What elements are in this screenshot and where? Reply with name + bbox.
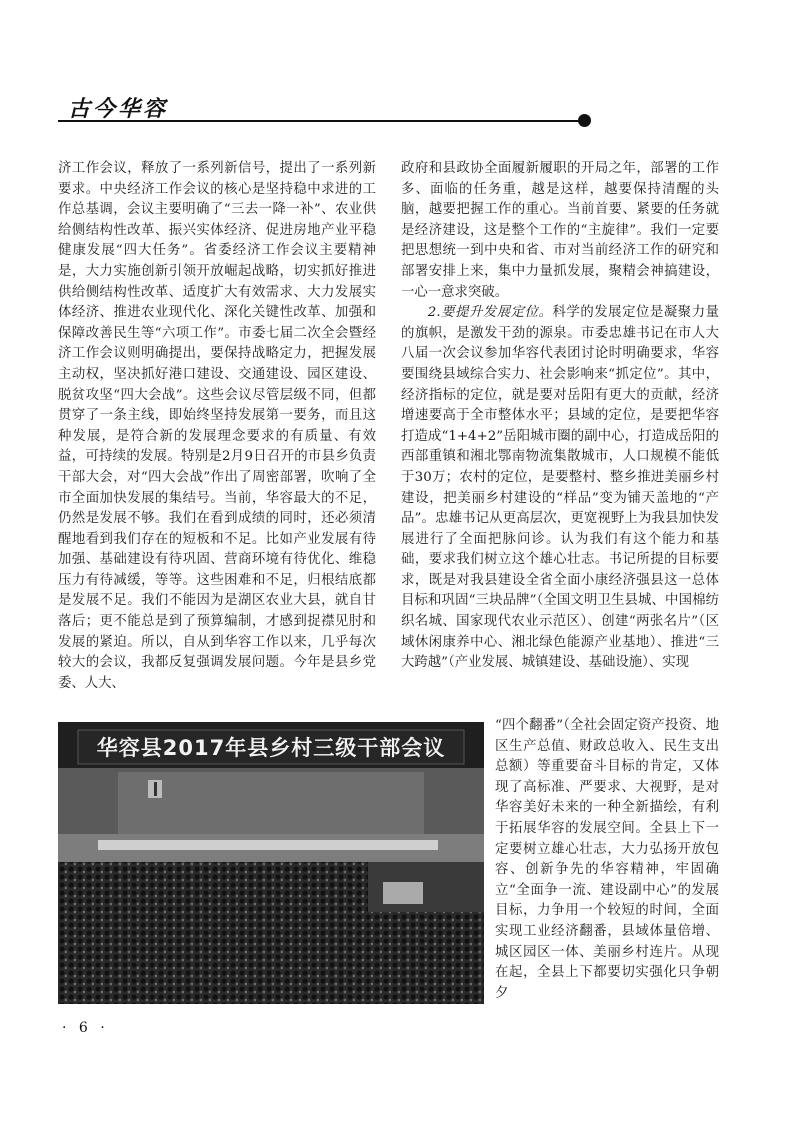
right-column-paragraph-1: 政府和县政协全面履新履职的开局之年，部署的工作多、面临的任务重，越是这样，越要保持清醒的头脑，越要把握工作的重心。当前首要、紧要的任务就是经济建设，这是整个工作的“主旋律”。我们一定要把思想统一到中央和省、市对当前经济工作的研究和部署安排上来，集中力量抓发展，聚精会神搞建设，一心一意求突破。: [401, 161, 719, 300]
right-column-paragraph-3: “四个翻番”（全社会固定资产投资、地区生产总值、财政总收入、民生支出总额）等重要奋斗目标的肯定，又体现了高标准、严要求、大视野，是对华容美好未来的一种全新描绘，有利于拓展华容的发展空间。全县上下一定要树立雄心壮志，大力弘扬开放包容、创新争先的华容精神，牢固确立“全面争一流、建设副中心”的发展目标，力争用一个较短的时间，全面实现工业经济翻番，县域体量倍增、城区园区一体、美丽乡村连片。从现在起，全县上下都要切实强化只争朝夕: [495, 718, 719, 1001]
header-rule: [58, 120, 582, 122]
section-lead-heading: 2.要提升发展定位。: [427, 305, 553, 321]
header-dot-ornament: [578, 114, 591, 127]
journal-title: 古今华容: [68, 96, 169, 122]
running-header: [58, 90, 598, 130]
conference-photo-illustration: [58, 722, 484, 1004]
left-column: [58, 159, 376, 719]
conference-photo: [58, 722, 484, 1004]
conference-banner-text: 华容县2017年县乡村三级干部会议: [96, 736, 446, 760]
right-column-wrap-text: [495, 716, 719, 1012]
section-body-text: 科学的发展定位是凝聚力量的旗帜，是激发干劲的源泉。市委忠雄书记在市人大八届一次会议参加华容代表团讨论时明确要求，华容要围绕县域综合实力、社会影响来“抓定位”。其中，经济指标的定位，就是要对岳阳有更大的贡献，经济增速要高于全市整体水平；县域的定位，是要把华容打造成“1+4+2”岳阳城市圈的副中心，打造成岳阳的西部重镇和湘北鄂南物流集散城市，人口规模不能低于30万；农村的定位，是要整村、整乡推进美丽乡村建设，把美丽乡村建设的“样品”变为铺天盖地的“产品”。忠雄书记从更高层次，更宽视野上为我县加快发展进行了全面把脉问诊。认为我们有这个能力和基础，要求我们树立这个雄心壮志。书记所提的目标要求，既是对我县建设全省全面小康经济强县这一总体目标和巩固“三块品牌”（全国文明卫生县城、中国棉纺织名城、国家现代农业示范区）、创建“两张名片”（区域休闲康养中心、湘北绿色能源产业基地）、推进“三大跨越”（产业发展、城镇建设、基础设施）、实现: [401, 305, 719, 671]
page-number: · 6 ·: [62, 1020, 109, 1036]
right-column: [401, 159, 719, 724]
left-column-paragraph: 济工作会议，释放了一系列新信号，提出了一系列新要求。中央经济工作会议的核心是坚持稳中求进的工作总基调，会议主要明确了“三去一降一补”、农业供给侧结构性改革、振兴实体经济、促进房地产业平稳健康发展“四大任务”。省委经济工作会议主要精神是，大力实施创新引领开放崛起战略，切实抓好推进供给侧结构性改革、适度扩大有效需求、大力发展实体经济、推进农业现代化、深化关键性改革、加强和保障改善民生等“六项工作”。市委七届二次全会暨经济工作会议则明确提出，要保持战略定力，把握发展主动权，坚决抓好港口建设、交通建设、园区建设、脱贫攻坚“四大会战”。这些会议尽管层级不同，但都贯穿了一条主线，即始终坚持发展第一要务，而且这种发展，是符合新的发展理念要求的有质量、有效益，可持续的发展。特别是2月9日召开的市县乡负责干部大会，对“四大会战”作出了周密部署，吹响了全市全面加快发展的集结号。当前，华容最大的不足，仍然是发展不够。我们在看到成绩的同时，还必须清醒地看到我们存在的短板和不足。比如产业发展有待加强、基础建设有待巩固、营商环境有待优化、维稳压力有待减缓，等等。这些困难和不足，归根结底都是发展不足。我们不能因为是湖区农业大县，就自甘落后；更不能总是到了预算编制，才感到捉襟见肘和发展的紧迫。所以，自从到华容工作以来，几乎每次较大的会议，我都反复强调发展问题。今年是县乡党委、人大、: [58, 161, 376, 691]
right-column-paragraph-2: [401, 303, 719, 674]
